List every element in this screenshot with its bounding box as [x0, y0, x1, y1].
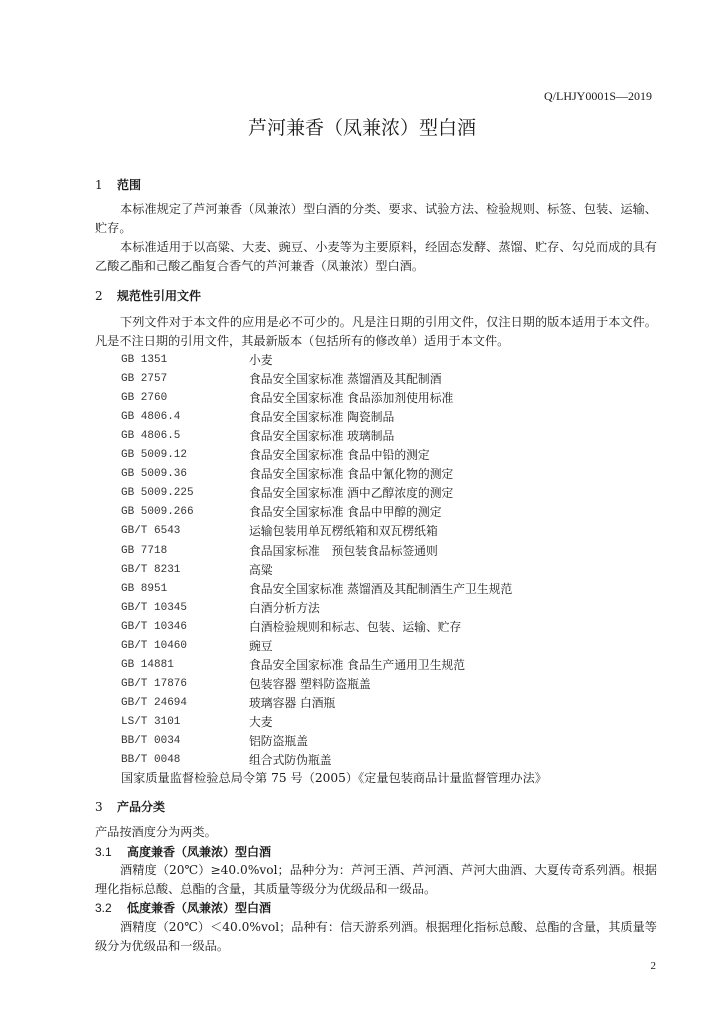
subsection-3-2-title: 低度兼香（凤兼浓）型白酒 — [127, 901, 272, 915]
subsection-3-1-title: 高度兼香（凤兼浓）型白酒 — [127, 845, 272, 859]
section-2-number: 2 — [95, 289, 103, 303]
reference-title: 高粱 — [249, 562, 273, 577]
reference-code: GB/T 10345 — [121, 601, 188, 614]
reference-code: GB 5009.36 — [121, 468, 188, 481]
page-number: 2 — [650, 960, 656, 972]
reference-code: GB 4806.4 — [121, 411, 181, 424]
reference-code: GB 1351 — [121, 354, 168, 366]
section-2-title: 规范性引用文件 — [117, 289, 202, 303]
reference-code: GB/T 17876 — [121, 677, 188, 690]
section-2-intro: 下列文件对于本文件的应用是必不可少的。凡是注日期的引用文件，仅注日期的版本适用于本文件。凡是不注日期的引用文件，其最新版本（包括所有的修改单）适用于本文件。 — [95, 315, 657, 348]
reference-code: GB/T 24694 — [121, 696, 188, 709]
standard-code: Q/LHJY0001S—2019 — [543, 89, 652, 103]
subsection-3-1-text: 酒精度（20℃）≥40.0%vol；品种分为：芦河王酒、芦河酒、芦河大曲酒、大夏传奇系列酒。根据理化指标总酸、总酯的含量，其质量等级分为优级品和一级品。 — [95, 863, 657, 896]
section-3-number: 3 — [95, 800, 103, 814]
reference-title: 食品安全国家标准 食品添加剂使用标准 — [249, 391, 454, 406]
reference-title: 玻璃容器 白酒瓶 — [249, 695, 336, 710]
reference-title: 大麦 — [249, 714, 273, 729]
reference-title: 食品安全国家标准 蒸馏酒及其配制酒生产卫生规范 — [249, 581, 513, 596]
reference-title: 包装容器 塑料防盗瓶盖 — [249, 676, 371, 691]
reference-code: GB/T 10460 — [121, 639, 188, 652]
reference-code: BB/T 0034 — [121, 735, 181, 747]
reference-code: GB/T 10346 — [121, 620, 188, 633]
reference-code: BB/T 0048 — [121, 754, 181, 767]
subsection-3-2-text: 酒精度（20℃）＜40.0%vol；品种有：信天游系列酒。根据理化指标总酸、总酯的含量，其质量等级分为优级品和一级品。 — [95, 920, 657, 953]
section-1-heading — [95, 176, 141, 193]
reference-title: 豌豆 — [249, 638, 273, 653]
section-3-intro: 产品按酒度分为两类。 — [95, 825, 217, 839]
reference-title: 食品安全国家标准 食品中氰化物的测定 — [249, 467, 454, 482]
subsection-3-2-heading — [95, 899, 271, 916]
subsection-3-1-number: 3.1 — [95, 845, 112, 859]
reference-code: GB/T 6543 — [121, 525, 181, 538]
section-1-number: 1 — [95, 178, 103, 192]
reference-code: GB 5009.12 — [121, 449, 188, 462]
reference-title: 组合式防伪瓶盖 — [249, 753, 332, 768]
reference-title: 铝防盗瓶盖 — [249, 734, 308, 748]
reference-code: GB 7718 — [121, 544, 168, 557]
subsection-3-2-number: 3.2 — [95, 901, 112, 915]
reference-code: GB 4806.5 — [121, 430, 181, 443]
reference-code: LS/T 3101 — [121, 715, 181, 728]
reference-title: 食品安全国家标准 食品中甲醇的测定 — [249, 505, 442, 520]
reference-title: 食品安全国家标准 酒中乙醇浓度的测定 — [249, 486, 454, 501]
section-1-title: 范围 — [117, 178, 142, 192]
section-2-heading — [95, 287, 201, 304]
document-title: 芦河兼香（凤兼浓）型白酒 — [247, 117, 476, 139]
reference-title: 小麦 — [249, 353, 273, 367]
reference-title: 食品安全国家标准 食品生产通用卫生规范 — [249, 657, 466, 672]
reference-title: 食品安全国家标准 玻璃制品 — [249, 429, 395, 444]
reference-code: GB 2757 — [121, 373, 168, 386]
reference-code: GB 5009.266 — [121, 506, 194, 519]
reference-code: GB 8951 — [121, 582, 168, 595]
reference-title: 食品安全国家标准 陶瓷制品 — [249, 410, 395, 425]
reference-title: 食品国家标准 预包装食品标签通则 — [249, 543, 438, 558]
reference-title: 白酒分析方法 — [249, 600, 320, 615]
reference-title: 运输包装用单瓦楞纸箱和双瓦楞纸箱 — [249, 524, 438, 539]
section-1-paragraph-1: 本标准规定了芦河兼香（凤兼浓）型白酒的分类、要求、试验方法、检验规则、标签、包装、运输、贮存。 — [95, 202, 657, 235]
section-3-heading — [95, 798, 165, 815]
reference-code: GB/T 8231 — [121, 563, 181, 576]
section-2-closing: 国家质量监督检验总局令第 75 号（2005）《定量包装商品计量监督管理办法》 — [121, 771, 547, 785]
section-1-paragraph-2: 本标准适用于以高粱、大麦、豌豆、小麦等为主要原料，经固态发酵、蒸馏、贮存、勾兑而成的具有乙酸乙酯和己酸乙酯复合香气的芦河兼香（凤兼浓）型白酒。 — [95, 240, 657, 273]
section-3-title: 产品分类 — [117, 800, 166, 814]
reference-title: 食品安全国家标准 蒸馏酒及其配制酒 — [249, 372, 442, 387]
reference-code: GB 2760 — [121, 392, 168, 405]
reference-code: GB 5009.225 — [121, 487, 194, 500]
subsection-3-1-heading — [95, 843, 271, 860]
reference-code: GB 14881 — [121, 658, 174, 671]
reference-title: 白酒检验规则和标志、包装、运输、贮存 — [249, 619, 462, 634]
reference-title: 食品安全国家标准 食品中铅的测定 — [249, 448, 430, 463]
